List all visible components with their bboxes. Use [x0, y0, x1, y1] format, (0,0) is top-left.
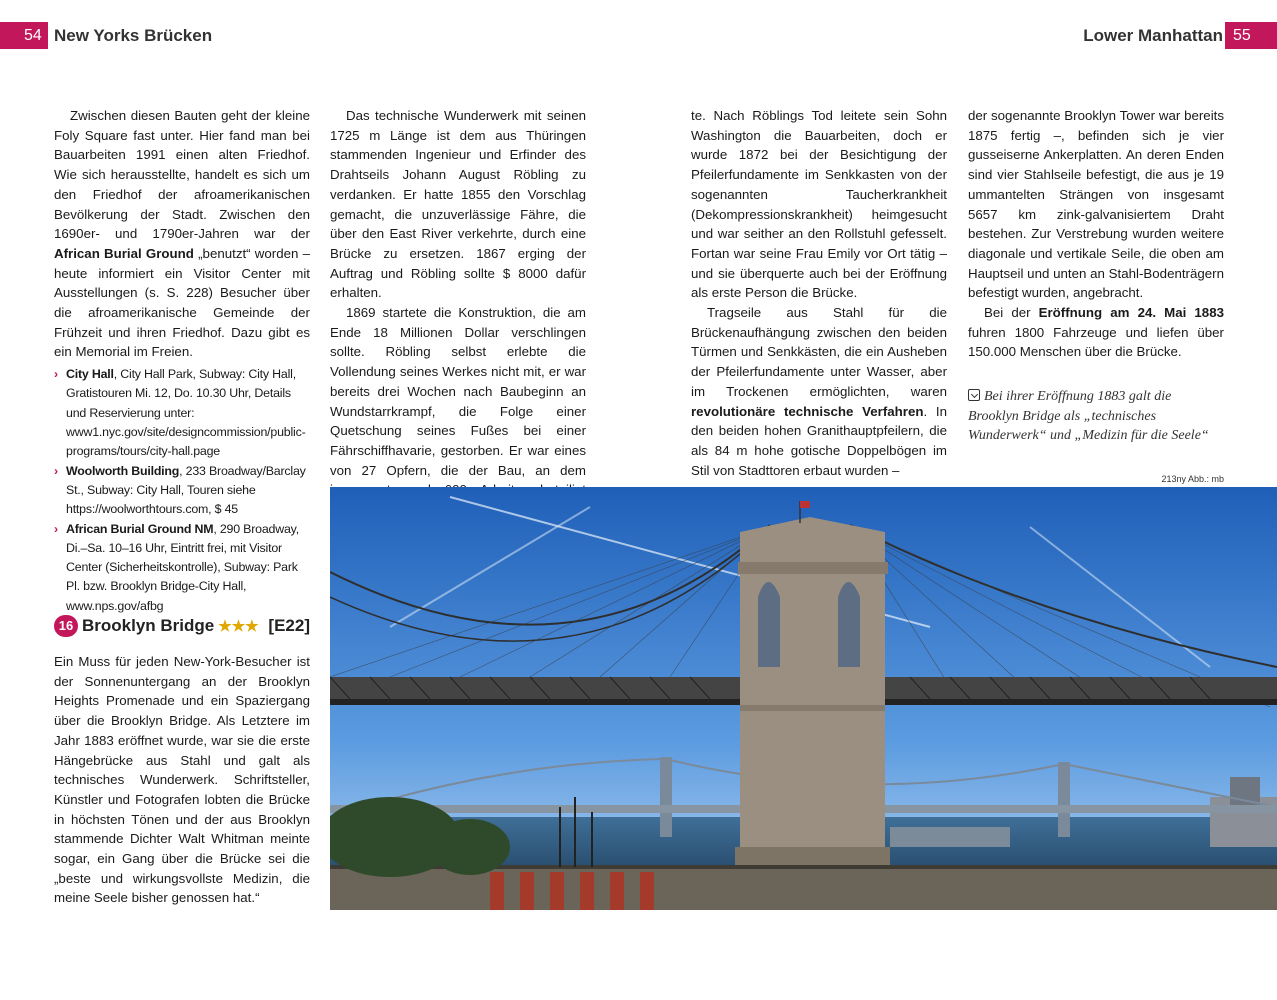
text: „benutzt“ worden – heute informiert ein Visitor Center mit Ausstellungen (s. S. 228) Besucher über die afroamerikanische Gemeinde der Frühzeit und ihren Friedhof. Dazu gibt es ein Memorial im Freien.	[54, 245, 311, 360]
column-3	[691, 106, 947, 480]
page-number-right: 55	[1225, 22, 1277, 49]
paragraph: 1869 startete die Konstruktion, die am Ende 18 Millionen Dollar verschlingen sollte. Röbling selbst erlebte die Vollendung seines Werkes nicht mit, er war bereits drei Wochen nach Baubeginn an Wundstarrkrampf, die Folge einer Quetschung seines Fußes bei einer Fährschiffhavarie, gestorben. Er war eines von 27 Opfern, die der Bau, an dem	[330, 305, 586, 478]
info-text: , 290 Broadway, Di.–Sa. 10–16 Uhr, Eintritt frei, mit Visitor Center (Sicherheitskontrolle), Subway: Park Pl. bzw. Brooklyn Bridge-City Hall, www.nps.gov/afbg	[66, 521, 299, 613]
paragraph: der sogenannte Brooklyn Tower war bereits 1875 fertig –, befinden sich je vier gusseiserne Ankerplatten. An deren Enden sind vier Stahlseile befestigt, die aus je 19 ummantelten Strängen von insgesamt 5657 km zink-galvanisiertem Draht bestehen. Zur Verstrebung wurden weitere diagonale und vertikale Seile, die oben am Hauptseil und unten an Stahl-Bodenträgern befestigt wurden, angebracht.	[968, 108, 1224, 301]
paragraph	[691, 303, 947, 480]
running-title-right: Lower Manhattan	[1083, 26, 1223, 45]
section-grid-reference: [E22]	[268, 616, 310, 635]
section-number-badge: 16	[54, 615, 78, 637]
info-name: City Hall	[66, 367, 114, 382]
arrow-icon: ›	[54, 463, 58, 478]
section-title-text: Brooklyn Bridge	[82, 616, 215, 635]
photo-illustration	[330, 487, 1277, 910]
info-list	[54, 365, 310, 616]
column-1-lower	[54, 652, 310, 908]
text: fuhren 1800 Fahrzeuge und liefen über 150.000 Menschen über die Brücke.	[968, 324, 1224, 360]
column-1	[54, 106, 310, 616]
paragraph: Ein Muss für jeden New-York-Besucher ist der Sonnenuntergang an der Brooklyn Heights Promenade und ein Spaziergang über die Brooklyn Bridge. Als Letztere im Jahr 1883 eröffnet wurde, war sie die erste Hängebrücke aus Stahl und galt als technisches Wunderwerk. Schriftsteller, Künstler und Fotografen lobten die Brücke in höchsten Tönen und der aus Brooklyn stammende Dichter Walt Whitman meinte sogar, ein Gang über die Brücke sei die „beste und wirkungsvollste Medizin, die meine Seele bisher genossen hat.“	[54, 654, 310, 906]
text: Bei der	[984, 305, 1039, 321]
info-item-woolworth	[54, 462, 310, 520]
paragraph: Das technische Wunderwerk mit seinen 1725 m Länge ist dem aus Thüringen stammenden Ingenieur und Erfinder des Drahtseils Johann August Röbling zu verdanken. Er hatte 1855 den Vorschlag gemacht, die unzuverlässige Fähre, die über den East River verkehrte, durch eine Brücke zu ersetzen. 1867 erging der Auftrag und Röbling sollte $ 8000 dafür erhalten.	[330, 108, 586, 301]
info-name: Woolworth Building	[66, 463, 180, 478]
section-heading	[54, 613, 310, 639]
text: Tragseile aus Stahl für die Brückenaufhängung zwischen den beiden Türmen und Senkkästen, die ein Ausheben der Pfeilerfundamente unter Wasser, aber im Trockenen ermöglichten, waren	[691, 305, 947, 399]
page-number-left: 54	[0, 22, 48, 49]
paragraph	[968, 303, 1224, 362]
bold-term: Eröffnung am 24. Mai 1883	[1038, 305, 1224, 321]
photo-caption	[968, 387, 1224, 446]
column-4	[968, 106, 1224, 362]
info-item-city-hall	[54, 365, 310, 461]
arrow-icon: ›	[54, 367, 58, 382]
bold-term: African Burial Ground	[54, 245, 194, 261]
caption-arrow-icon	[968, 389, 980, 401]
bold-term: revolutionäre technische Verfahren	[691, 403, 924, 419]
star-rating-icon: ★★★	[218, 618, 259, 635]
text: Zwischen diesen Bauten geht der kleine Foly Square fast unter. Hier fand man bei Bauarbeiten 1991 einen alten Friedhof. Wie sich herausstellte, handelt es sich um den Friedhof der afroamerikanischen Bevölkerung der Stadt. Zwischen den 1690er- und 1790er-Jahren war der	[54, 108, 310, 242]
brooklyn-bridge-photo	[330, 487, 1277, 910]
paragraph: te. Nach Röblings Tod leitete sein Sohn Washington die Bauarbeiten, doch er wurde 1872 bei der Besichtigung der Pfeilerfundamente im Senkkasten von der sogenannten Taucherkrankheit (Dekompressionskrankheit) heimgesucht und war seither an den Rollstuhl gefesselt. Fortan war seine Frau Emily vor Ort tätig – und sie überquerte auch bei der Eröffnung als erste Person die Brücke.	[691, 108, 947, 301]
info-item-african-burial-ground	[54, 520, 310, 616]
photo-credit: 213ny Abb.: mb	[1161, 474, 1224, 484]
info-text: , 233 Broadway/Barclay St., Subway: City Hall, Touren siehe https://woolworthtours.com, $ 45	[66, 463, 306, 517]
section-title	[82, 613, 259, 640]
arrow-icon: ›	[54, 521, 58, 536]
info-text: , City Hall Park, Subway: City Hall, Gratistouren Mi. 12, Do. 10.30 Uhr, Details und Reservierung unter: www1.nyc.gov/site/designcommission/public-programs/tours/city-hall.page	[66, 367, 306, 459]
running-title-left: New Yorks Brücken	[54, 26, 213, 45]
text: . In den beiden hohen Granithauptpfeilern, die als 84 m hohe gotische Doppelbögen im Stil von Stadttoren erbaut wurden –	[691, 403, 947, 478]
column-2	[330, 106, 586, 520]
caption-text: Bei ihrer Eröffnung 1883 galt die Brooklyn Bridge als „technisches Wunderwerk“ und „Medizin für die Seele“	[968, 389, 1209, 443]
paragraph	[54, 106, 310, 362]
info-name: African Burial Ground NM	[66, 521, 214, 536]
